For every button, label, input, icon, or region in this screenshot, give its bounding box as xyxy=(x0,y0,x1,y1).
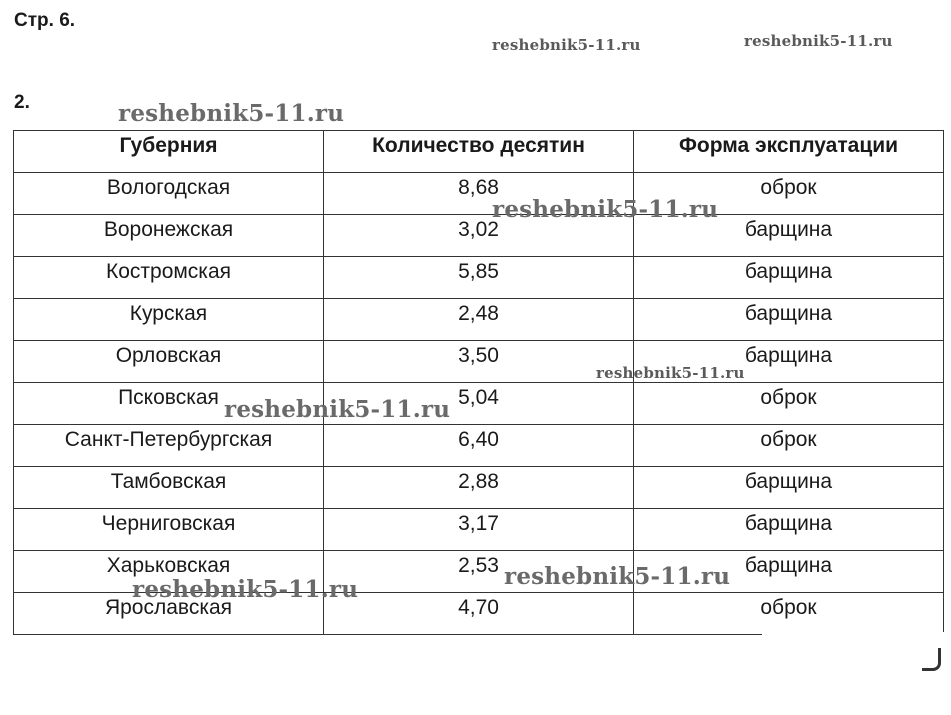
cell-forma: барщина xyxy=(634,509,944,551)
bottom-right-mask xyxy=(762,632,951,715)
page-heading: Стр. 6. xyxy=(14,10,76,31)
guberniya-table xyxy=(13,130,944,635)
table-row xyxy=(14,341,944,383)
cell-desyatin: 2,88 xyxy=(324,467,634,509)
cell-desyatin: 2,48 xyxy=(324,299,634,341)
watermark: reshebnik5-11.ru xyxy=(118,100,345,127)
cell-forma: барщина xyxy=(634,467,944,509)
table-row xyxy=(14,425,944,467)
table-row xyxy=(14,299,944,341)
cell-guberniya: Псковская xyxy=(14,383,324,425)
cell-guberniya: Харьковская xyxy=(14,551,324,593)
table-row xyxy=(14,383,944,425)
cell-forma: барщина xyxy=(634,551,944,593)
cell-forma: барщина xyxy=(634,257,944,299)
table-row xyxy=(14,593,944,635)
table-row xyxy=(14,215,944,257)
cell-guberniya: Санкт-Петербургская xyxy=(14,425,324,467)
watermark: reshebnik5-11.ru xyxy=(492,196,719,223)
cell-desyatin: 3,02 xyxy=(324,215,634,257)
watermark: reshebnik5-11.ru xyxy=(132,576,359,603)
cell-guberniya: Костромская xyxy=(14,257,324,299)
watermark: reshebnik5-11.ru xyxy=(504,563,731,590)
cell-guberniya: Курская xyxy=(14,299,324,341)
table-row xyxy=(14,257,944,299)
cell-forma: оброк xyxy=(634,173,944,215)
header-forma: Форма эксплуатации xyxy=(634,131,944,173)
cell-guberniya: Орловская xyxy=(14,341,324,383)
cell-forma: барщина xyxy=(634,215,944,257)
cell-forma: барщина xyxy=(634,341,944,383)
table-row xyxy=(14,173,944,215)
cell-desyatin: 5,04 xyxy=(324,383,634,425)
task-number: 2. xyxy=(14,92,30,113)
watermark: reshebnik5-11.ru xyxy=(492,36,641,54)
table-row xyxy=(14,509,944,551)
cell-guberniya: Ярославская xyxy=(14,593,324,635)
cell-desyatin: 3,17 xyxy=(324,509,634,551)
cell-forma: оброк xyxy=(634,593,944,635)
cell-forma: оброк xyxy=(634,425,944,467)
cell-desyatin: 3,50 xyxy=(324,341,634,383)
page-corner-mark xyxy=(922,648,941,671)
header-desyatin: Количество десятин xyxy=(324,131,634,173)
table-row xyxy=(14,551,944,593)
cell-desyatin: 6,40 xyxy=(324,425,634,467)
cell-desyatin: 4,70 xyxy=(324,593,634,635)
table-row xyxy=(14,467,944,509)
cell-desyatin: 5,85 xyxy=(324,257,634,299)
watermark: reshebnik5-11.ru xyxy=(744,32,893,50)
cell-guberniya: Воронежская xyxy=(14,215,324,257)
cell-desyatin: 8,68 xyxy=(324,173,634,215)
watermark: reshebnik5-11.ru xyxy=(596,364,745,382)
watermark: reshebnik5-11.ru xyxy=(224,396,451,423)
cell-desyatin: 2,53 xyxy=(324,551,634,593)
cell-guberniya: Черниговская xyxy=(14,509,324,551)
table-header-row xyxy=(14,131,944,173)
cell-guberniya: Вологодская xyxy=(14,173,324,215)
header-guberniya: Губерния xyxy=(14,131,324,173)
cell-forma: барщина xyxy=(634,299,944,341)
cell-forma: оброк xyxy=(634,383,944,425)
cell-guberniya: Тамбовская xyxy=(14,467,324,509)
